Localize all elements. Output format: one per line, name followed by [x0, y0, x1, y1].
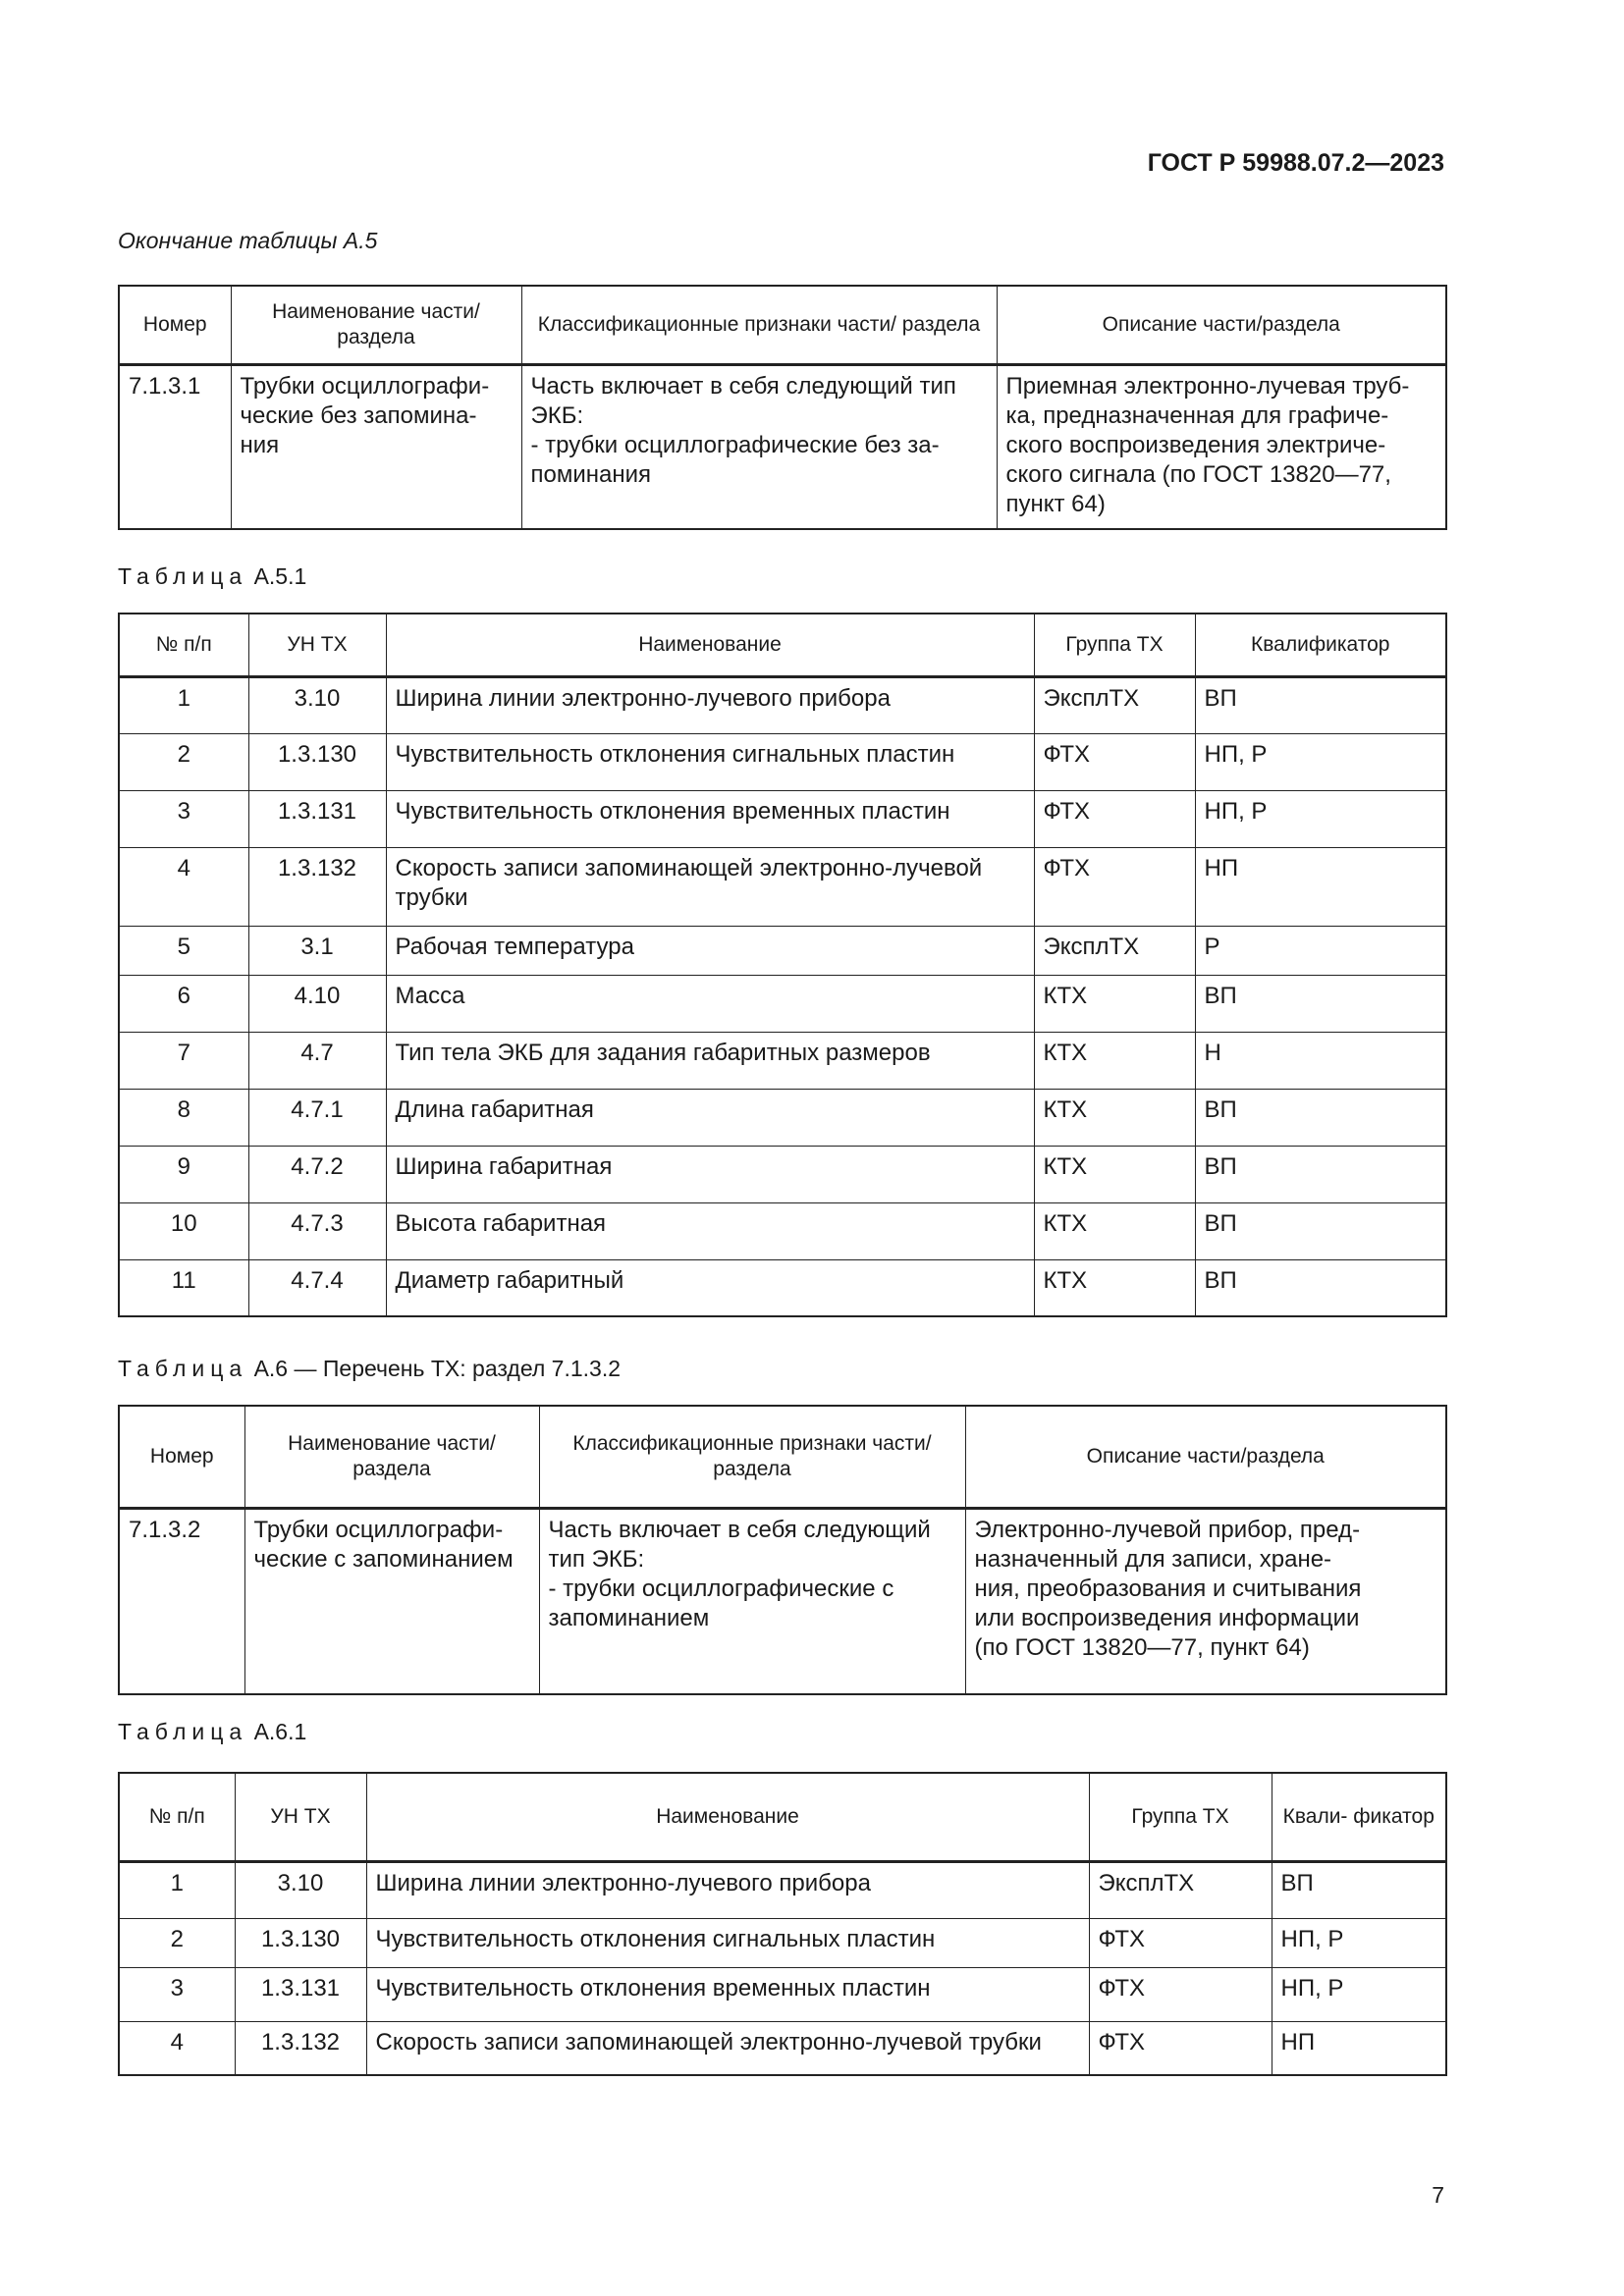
row-index-cell: 1	[119, 676, 248, 733]
qualifier-cell: НП, Р	[1272, 1918, 1446, 1967]
un-tx-code-cell: 4.7.4	[248, 1259, 386, 1316]
qualifier-cell: НП, Р	[1272, 1967, 1446, 2021]
row-index-cell: 11	[119, 1259, 248, 1316]
qualifier-cell: Н	[1195, 1032, 1446, 1089]
caption-word: Таблица	[118, 563, 248, 589]
header-part-name: Наименование части/ раздела	[244, 1406, 539, 1508]
tx-group-cell: ФТХ	[1089, 1918, 1272, 1967]
qualifier-cell: НП, Р	[1195, 790, 1446, 847]
header-row-index: № п/п	[119, 614, 248, 676]
characteristic-name-cell: Чувствительность отклонения сигнальных пластин	[366, 1918, 1089, 1967]
characteristic-name-cell: Масса	[386, 975, 1034, 1032]
part-description: Электронно-лучевой прибор, пред- назначенный для записи, хране- ния, преобразования и считывания или воспроизведения информации (по ГОСТ 13820—77, пункт 64)	[965, 1508, 1446, 1694]
characteristic-name-cell: Скорость записи запоминающей электронно-лучевой трубки	[386, 847, 1034, 926]
part-name: Трубки осциллографи- ческие без запомина- ния	[231, 364, 521, 529]
tx-group-cell: ФТХ	[1034, 733, 1195, 790]
qualifier-cell: НП	[1195, 847, 1446, 926]
header-part-name: Наименование части/ раздела	[231, 286, 521, 364]
document-code: ГОСТ Р 59988.07.2—2023	[1147, 149, 1444, 177]
table-row	[119, 1202, 1446, 1259]
table-row	[119, 1146, 1446, 1202]
row-index-cell: 10	[119, 1202, 248, 1259]
part-name: Трубки осциллографи- ческие с запоминанием	[244, 1508, 539, 1694]
part-number: 7.1.3.1	[119, 364, 231, 529]
tx-group-cell: КТХ	[1034, 1146, 1195, 1202]
row-index-cell: 2	[119, 1918, 235, 1967]
un-tx-code-cell: 3.10	[248, 676, 386, 733]
row-index-cell: 8	[119, 1089, 248, 1146]
page-number: 7	[1432, 2182, 1444, 2208]
un-tx-code-cell: 3.1	[248, 926, 386, 975]
tx-group-cell: ФТХ	[1089, 2021, 1272, 2075]
table-a6	[118, 1405, 1447, 1695]
caption-word: Таблица	[118, 1356, 248, 1381]
un-tx-code-cell: 4.7	[248, 1032, 386, 1089]
un-tx-code-cell: 3.10	[235, 1861, 366, 1918]
row-index-cell: 4	[119, 2021, 235, 2075]
table-a5-1-caption	[118, 563, 306, 590]
characteristic-name-cell: Ширина линии электронно-лучевого прибора	[386, 676, 1034, 733]
characteristic-name-cell: Диаметр габаритный	[386, 1259, 1034, 1316]
header-number: Номер	[119, 1406, 244, 1508]
table-row	[119, 2021, 1446, 2075]
row-index-cell: 9	[119, 1146, 248, 1202]
header-classification: Классификационные признаки части/ раздела	[539, 1406, 965, 1508]
un-tx-code-cell: 1.3.130	[235, 1918, 366, 1967]
table-a6-1-caption	[118, 1719, 306, 1745]
un-tx-code-cell: 4.7.3	[248, 1202, 386, 1259]
table-row	[119, 1918, 1446, 1967]
characteristic-name-cell: Чувствительность отклонения временных пластин	[386, 790, 1034, 847]
row-index-cell: 6	[119, 975, 248, 1032]
caption-number: А.5.1	[253, 563, 307, 589]
table-row	[119, 790, 1446, 847]
qualifier-cell: НП, Р	[1195, 733, 1446, 790]
characteristic-name-cell: Рабочая температура	[386, 926, 1034, 975]
table-row	[119, 926, 1446, 975]
part-number: 7.1.3.2	[119, 1508, 244, 1694]
table-a5-1	[118, 613, 1447, 1317]
tx-group-cell: ЭксплТХ	[1034, 676, 1195, 733]
un-tx-code-cell: 4.10	[248, 975, 386, 1032]
un-tx-code-cell: 1.3.132	[248, 847, 386, 926]
header-qualifier: Квали- фикатор	[1272, 1773, 1446, 1861]
qualifier-cell: НП	[1272, 2021, 1446, 2075]
header-classification: Классификационные признаки части/ раздела	[521, 286, 997, 364]
header-row-index: № п/п	[119, 1773, 235, 1861]
characteristic-name-cell: Чувствительность отклонения сигнальных пластин	[386, 733, 1034, 790]
qualifier-cell: ВП	[1195, 1202, 1446, 1259]
qualifier-cell: ВП	[1195, 1259, 1446, 1316]
un-tx-code-cell: 4.7.2	[248, 1146, 386, 1202]
caption-title: А.6 — Перечень ТХ: раздел 7.1.3.2	[253, 1356, 622, 1381]
tx-group-cell: ФТХ	[1034, 790, 1195, 847]
row-index-cell: 5	[119, 926, 248, 975]
un-tx-code-cell: 1.3.131	[235, 1967, 366, 2021]
table-row	[119, 1861, 1446, 1918]
table-row	[119, 1032, 1446, 1089]
table-a6-1	[118, 1772, 1447, 2076]
header-number: Номер	[119, 286, 231, 364]
caption-number: А.6.1	[253, 1719, 307, 1744]
characteristic-name-cell: Скорость записи запоминающей электронно-лучевой трубки	[366, 2021, 1089, 2075]
tx-group-cell: ФТХ	[1089, 1967, 1272, 2021]
row-index-cell: 4	[119, 847, 248, 926]
tx-group-cell: КТХ	[1034, 1032, 1195, 1089]
header-group: Группа ТХ	[1034, 614, 1195, 676]
qualifier-cell: ВП	[1195, 676, 1446, 733]
row-index-cell: 7	[119, 1032, 248, 1089]
row-index-cell: 3	[119, 790, 248, 847]
table-a6-caption	[118, 1356, 621, 1382]
part-features: Часть включает в себя следующий тип ЭКБ: - трубки осциллографические с запоминанием	[539, 1508, 965, 1694]
part-features: Часть включает в себя следующий тип ЭКБ: - трубки осциллографические без за- поминания	[521, 364, 997, 529]
caption-word: Таблица	[118, 1719, 248, 1744]
table-a5-caption: Окончание таблицы А.5	[118, 228, 378, 253]
table-row	[119, 975, 1446, 1032]
un-tx-code-cell: 1.3.132	[235, 2021, 366, 2075]
table-row	[119, 1089, 1446, 1146]
characteristic-name-cell: Ширина линии электронно-лучевого прибора	[366, 1861, 1089, 1918]
table-a5-end	[118, 285, 1447, 530]
characteristic-name-cell: Ширина габаритная	[386, 1146, 1034, 1202]
qualifier-cell: ВП	[1195, 1146, 1446, 1202]
qualifier-cell: Р	[1195, 926, 1446, 975]
header-description: Описание части/раздела	[997, 286, 1446, 364]
header-un-tx: УН ТХ	[248, 614, 386, 676]
table-row	[119, 676, 1446, 733]
characteristic-name-cell: Высота габаритная	[386, 1202, 1034, 1259]
characteristic-name-cell: Чувствительность отклонения временных пластин	[366, 1967, 1089, 2021]
tx-group-cell: ЭксплТХ	[1089, 1861, 1272, 1918]
row-index-cell: 3	[119, 1967, 235, 2021]
tx-group-cell: КТХ	[1034, 975, 1195, 1032]
table-row	[119, 733, 1446, 790]
un-tx-code-cell: 1.3.131	[248, 790, 386, 847]
header-name: Наименование	[386, 614, 1034, 676]
qualifier-cell: ВП	[1272, 1861, 1446, 1918]
header-description: Описание части/раздела	[965, 1406, 1446, 1508]
tx-group-cell: КТХ	[1034, 1259, 1195, 1316]
tx-group-cell: КТХ	[1034, 1202, 1195, 1259]
un-tx-code-cell: 4.7.1	[248, 1089, 386, 1146]
qualifier-cell: ВП	[1195, 975, 1446, 1032]
characteristic-name-cell: Тип тела ЭКБ для задания габаритных размеров	[386, 1032, 1034, 1089]
table-row	[119, 1967, 1446, 2021]
table-row	[119, 1259, 1446, 1316]
table-row	[119, 847, 1446, 926]
header-name: Наименование	[366, 1773, 1089, 1861]
header-qualifier: Квалификатор	[1195, 614, 1446, 676]
characteristic-name-cell: Длина габаритная	[386, 1089, 1034, 1146]
tx-group-cell: КТХ	[1034, 1089, 1195, 1146]
tx-group-cell: ФТХ	[1034, 847, 1195, 926]
row-index-cell: 1	[119, 1861, 235, 1918]
header-un-tx: УН ТХ	[235, 1773, 366, 1861]
part-description: Приемная электронно-лучевая труб- ка, предназначенная для графиче- ского воспроизведения электриче- ского сигнала (по ГОСТ 13820—77, пункт 64)	[997, 364, 1446, 529]
tx-group-cell: ЭксплТХ	[1034, 926, 1195, 975]
header-group: Группа ТХ	[1089, 1773, 1272, 1861]
row-index-cell: 2	[119, 733, 248, 790]
un-tx-code-cell: 1.3.130	[248, 733, 386, 790]
qualifier-cell: ВП	[1195, 1089, 1446, 1146]
